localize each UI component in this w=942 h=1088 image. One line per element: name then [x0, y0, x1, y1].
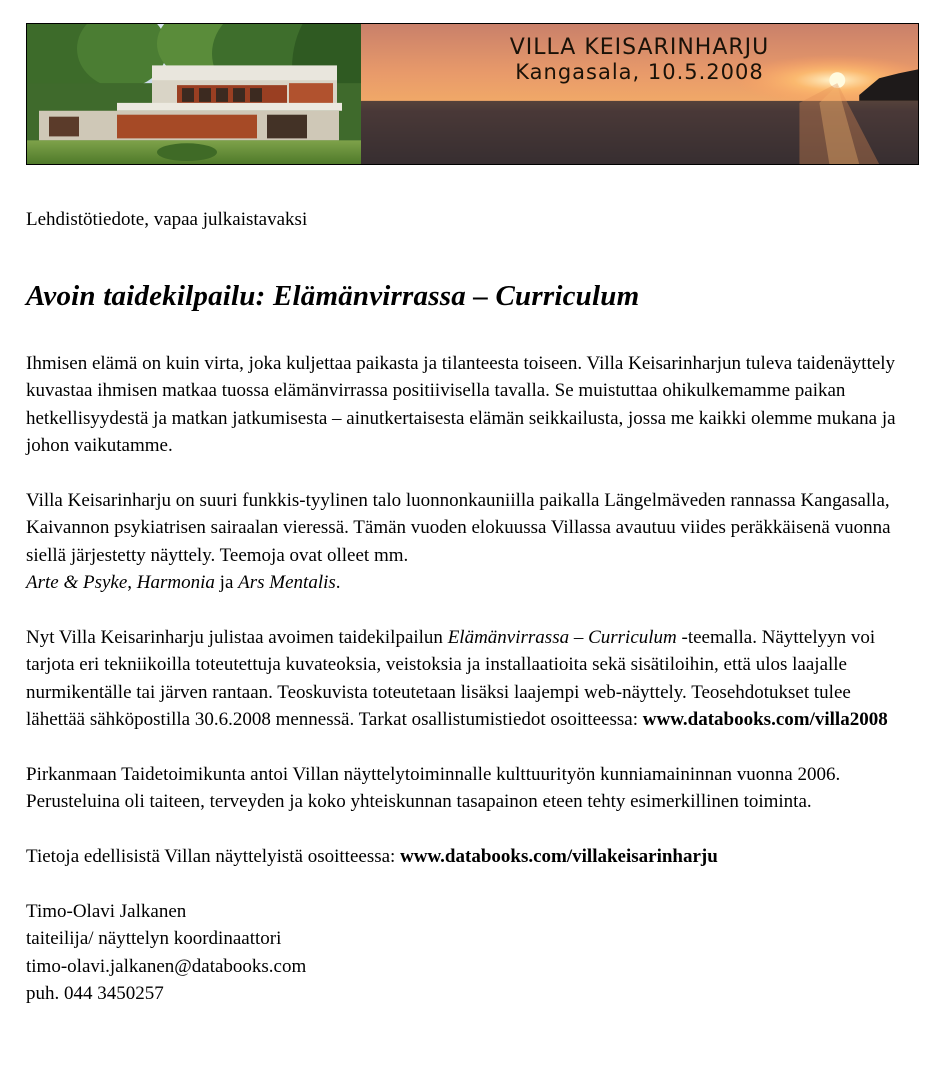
press-release-label: Lehdistötiedote, vapaa julkaistavaksi: [26, 209, 308, 230]
separator: ,: [127, 572, 137, 594]
separator: ja: [214, 572, 239, 594]
link-villa2008[interactable]: www.databooks.com/villa2008: [642, 709, 888, 731]
period: .: [335, 572, 341, 594]
lake-sunset-photo: [361, 24, 918, 164]
body-text: [26, 350, 896, 1008]
banner-title: VILLA KEISARINHARJU: [509, 35, 770, 60]
paragraph-3: [26, 624, 896, 734]
paragraph-5: [26, 843, 896, 870]
theme-3: Ars Mentalis: [238, 572, 336, 594]
paragraph-2: [26, 487, 896, 597]
villa-house-photo: [27, 24, 361, 164]
banner-text: [361, 36, 918, 84]
theme-2: Harmonia: [136, 572, 215, 594]
paragraph-1: Ihmisen elämä on kuin virta, joka kuljettaa paikasta ja tilanteesta toiseen. Villa Keisarinharjun tuleva taidenäyttely kuvastaa ihmisen matkaa tuossa elämänvirrassa positiivisella tavalla. Se muistuttaa ohikulkemamme paikan hetkellisyydestä ja matkan jatkumisesta – ainutkertaisesta elämän seikkailusta, jossa me kaikki olemme mukana ja johon vaikutamme.: [26, 353, 896, 457]
paragraph-3-rest: -teemalla. Näyttelyyn voi tarjota eri tekniikoilla toteutettuja kuvateoksia, veistoksia ja installaatioita sekä sisätiloihin, että ulos laajalle nurmikentälle tai järven rantaan. Teoskuvista toteutetaan lisäksi laajempi web-näyttely. Teosehdotukset tulee lähettää sähköpostilla 30.6.2008 mennessä. Tarkat osallistumistiedot osoitteessa:: [26, 627, 876, 731]
competition-title: Elämänvirrassa – Curriculum: [447, 627, 677, 649]
paragraph-3-start: Nyt Villa Keisarinharju julistaa avoimen taidekilpailun: [26, 627, 448, 649]
link-villakeisarinharju[interactable]: www.databooks.com/villakeisarinharju: [400, 846, 718, 868]
theme-1: Arte & Psyke: [26, 572, 128, 594]
contact-name: Timo-Olavi Jalkanen: [26, 901, 187, 923]
paragraph-4: Pirkanmaan Taidetoimikunta antoi Villan näyttelytoiminnalle kulttuurityön kunniamaininnan vuonna 2006. Perusteluina oli taiteen, terveyden ja koko yhteiskunnan tasapainon eteen tehty esimerkillinen toiminta.: [26, 764, 841, 813]
contact-block: [26, 898, 896, 1008]
contact-email[interactable]: timo-olavi.jalkanen@databooks.com: [26, 955, 307, 977]
paragraph-2-text: Villa Keisarinharju on suuri funkkis-tyylinen talo luonnonkauniilla paikalla Längelmäveden rannassa Kangasalla, Kaivannon psykiatrisen sairaalan vieressä. Tämän vuoden elokuussa Villassa avautuu viides peräkkäisenä vuonna siellä järjestetty näyttely. Teemoja ovat olleet mm.: [26, 490, 891, 566]
banner-subtitle: Kangasala, 10.5.2008: [515, 60, 764, 84]
paragraph-5-text: Tietoja edellisistä Villan näyttelyistä osoitteessa:: [26, 846, 401, 868]
header-banner: [26, 23, 919, 165]
headline: Avoin taidekilpailu: Elämänvirrassa – Curriculum: [26, 280, 640, 312]
contact-role: taiteilija/ näyttelyn koordinaattori: [26, 928, 282, 950]
contact-phone: puh. 044 3450257: [26, 983, 164, 1005]
